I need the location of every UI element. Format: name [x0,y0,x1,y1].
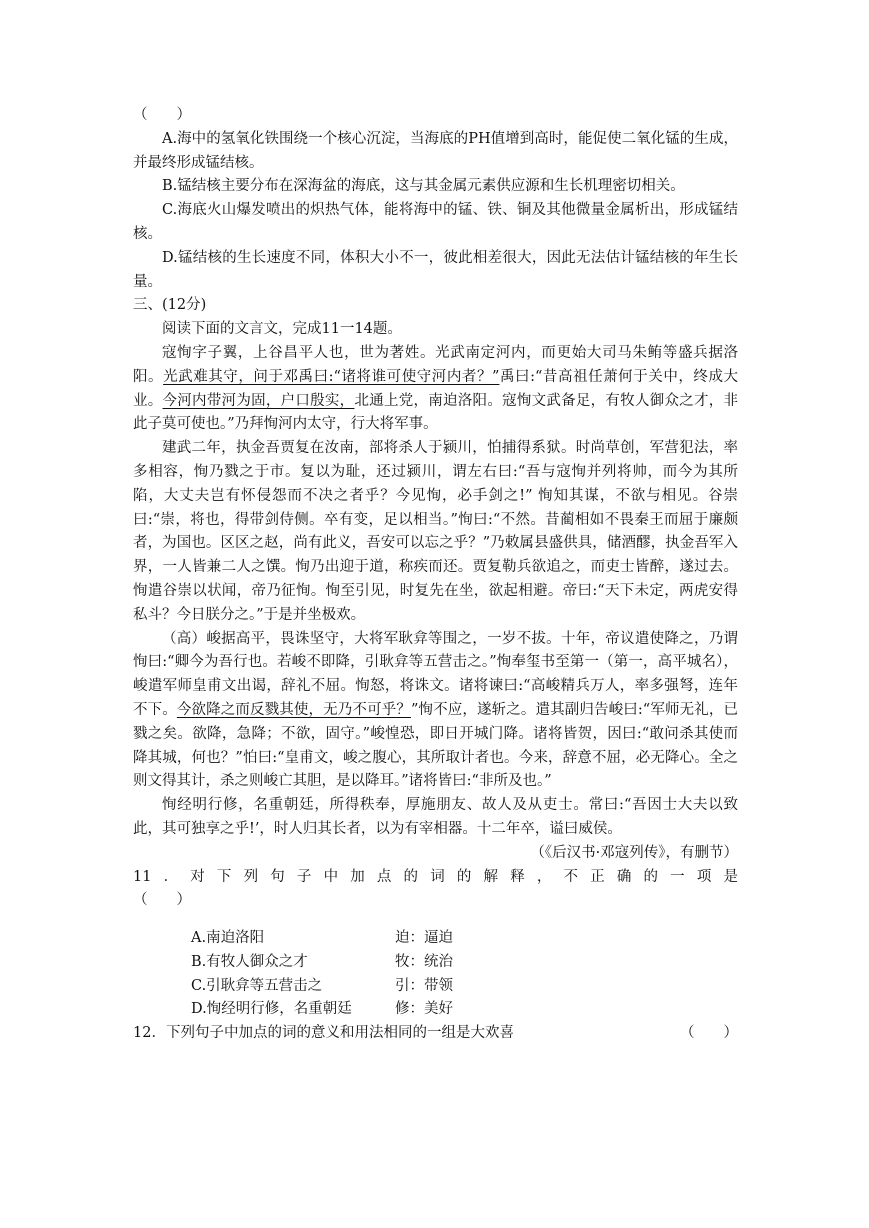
option-gloss: 迫：逼迫 [395,930,453,947]
passage-source: （《后汉书·邓寇列传》，有删节） [530,844,738,861]
q11-answer-blank: （ ） [133,892,191,909]
passage-paragraph-2: 建武二年，执金吾贾复在汝南，部将杀人于颍川，怕捕得系狱。时尚草创，军营犯法，率多相容，恂乃戮之于市。复以为耻，还过颍川，谓左右曰:“吾与寇恂并列将帅，而今为其所陷，大丈夫岂有怀侵怨而不决之者乎？今见恂，必手剑之!” 恂知其谋，不欲与相见。谷崇曰:“崇，将也，得带剑侍侧。卒有变，足以相当。”恂曰:“不然。昔蔺相如不畏秦王而屈于廉颇者，为国也。区区之赵，尚有此义，吾安可以忘之乎？”乃敕属县盛供具，储酒醪，执金吾军入界，一人皆兼二人之馔。恂乃出迎于道，称疾而还。贾复勒兵欲追之，而吏士皆醉，遂过去。恂遣谷崇以状闻，帝乃征恂。恂至引见，时复先在坐，欲起相避。帝曰:“天下未定，两虎安得私斗？今日朕分之。”于是并坐极欢。 [133,440,738,623]
underlined-sentence: 今欲降之而反戮其使，无乃不可乎？ [176,701,411,718]
q11-stem: 11．对下列句子中加点的词的解释，不正确的一项是 [133,868,738,885]
passage-text: 寇恂字子翼，上谷昌平人也，世为著姓。光武南定河内，而更始大司马朱鲔等盛兵据洛阳。 [133,344,738,385]
option-gloss: 牧：统治 [395,953,453,970]
q11-options [133,927,738,1022]
option-sentence: A.南迫洛阳 [191,930,265,947]
q11-option-b [191,951,738,975]
q10-option-d: D.锰结核的生长速度不同，体积大小不一，彼此相差很大，因此无法估计锰结核的年生长量。 [133,249,738,290]
q10-option-a: A.海中的氢氧化铁围绕一个核心沉淀，当海底的PH值增到高时，能促使二氧化锰的生成，并最终形成锰结核。 [133,130,738,171]
passage-text: ”恂不应，遂斩之。遣其副归告峻曰:“军师无礼，已戮之矣。欲降，急降；不欲，固守。”峻惶恐，即日开城门降。诸将皆贺，因曰:“敢问杀其使而降其城，何也？”怕曰:“皇甫文，峻之腹心，其所取计者也。今来，辞意不屈，必无降心。全之则文得其计，杀之则峻亡其胆，是以降耳。”诸将皆曰:“非所及也。” [133,701,738,790]
spacer [133,913,738,927]
option-sentence: D.恂经明行修，名重朝廷 [191,1001,352,1018]
option-sentence: C.引耿弇等五营击之 [191,977,323,994]
underlined-sentence: 光武难其守，问于邓禹曰:“诸将谁可使守河内者？” [163,368,500,385]
passage-paragraph-3 [133,628,738,795]
document-content [133,104,738,1046]
option-gloss: 修：美好 [395,1001,453,1018]
section-heading: 三、(12分) [133,297,207,314]
passage-text: 禹曰:“昔高祖任萧何于关中，终成大业。 [133,368,739,409]
instruction: 阅读下面的文言文，完成11一14题。 [162,321,402,338]
underlined-sentence: 今河内带河为固，户口殷实， [162,392,355,409]
passage-text: 北通上党，南迫洛阳。寇恂文武备足，有牧人御众之才，非此子莫可使也。”乃拜恂河内太守，行大将军事。 [133,392,739,433]
answer-blank: （ ） [133,107,191,123]
passage-text: （高）峻据高平，畏诛坚守，大将军耿弇等围之，一岁不拔。十年，帝议遣使降之，乃谓恂曰:“卿今为吾行也。若峻不即降，引耿弇等五营击之。”恂奉玺书至第一（第一，高平城名），峻遣军师皇甫文出谒，辞礼不屈。恂怒，将诛文。诸将谏曰:“高峻精兵万人，率多强弩，连年不下。 [133,630,738,718]
passage-paragraph-1 [133,342,738,437]
q11-option-d [191,998,738,1022]
q10-option-c: C.海底火山爆发喷出的炽热气体，能将海中的锰、铁、铜及其他微量金属析出，形成锰结核。 [133,202,738,242]
passage-paragraph-4: 恂经明行修，名重朝廷，所得秩奉，厚施朋友、故人及从吏士。常曰:“吾因士大夫以致此，其可独享之乎!’，时人归其长者，以为有宰相器。十二年卒，谥曰威侯。 [133,797,738,837]
option-gloss: 引：带领 [395,977,453,994]
q10-option-b: B.锰结核主要分布在深海盆的海底，这与其金属元素供应源和生长机理密切相关。 [162,178,685,195]
q11-option-a [191,927,738,951]
q12-stem: 12．下列句子中加点的词的意义和用法相同的一组是大欢喜 [133,1025,514,1042]
q11-option-c [191,975,738,999]
q12-answer-blank: （ ） [680,1025,738,1042]
option-sentence: B.有牧人御众之才 [191,953,308,970]
q12-stem-row [133,1022,738,1046]
